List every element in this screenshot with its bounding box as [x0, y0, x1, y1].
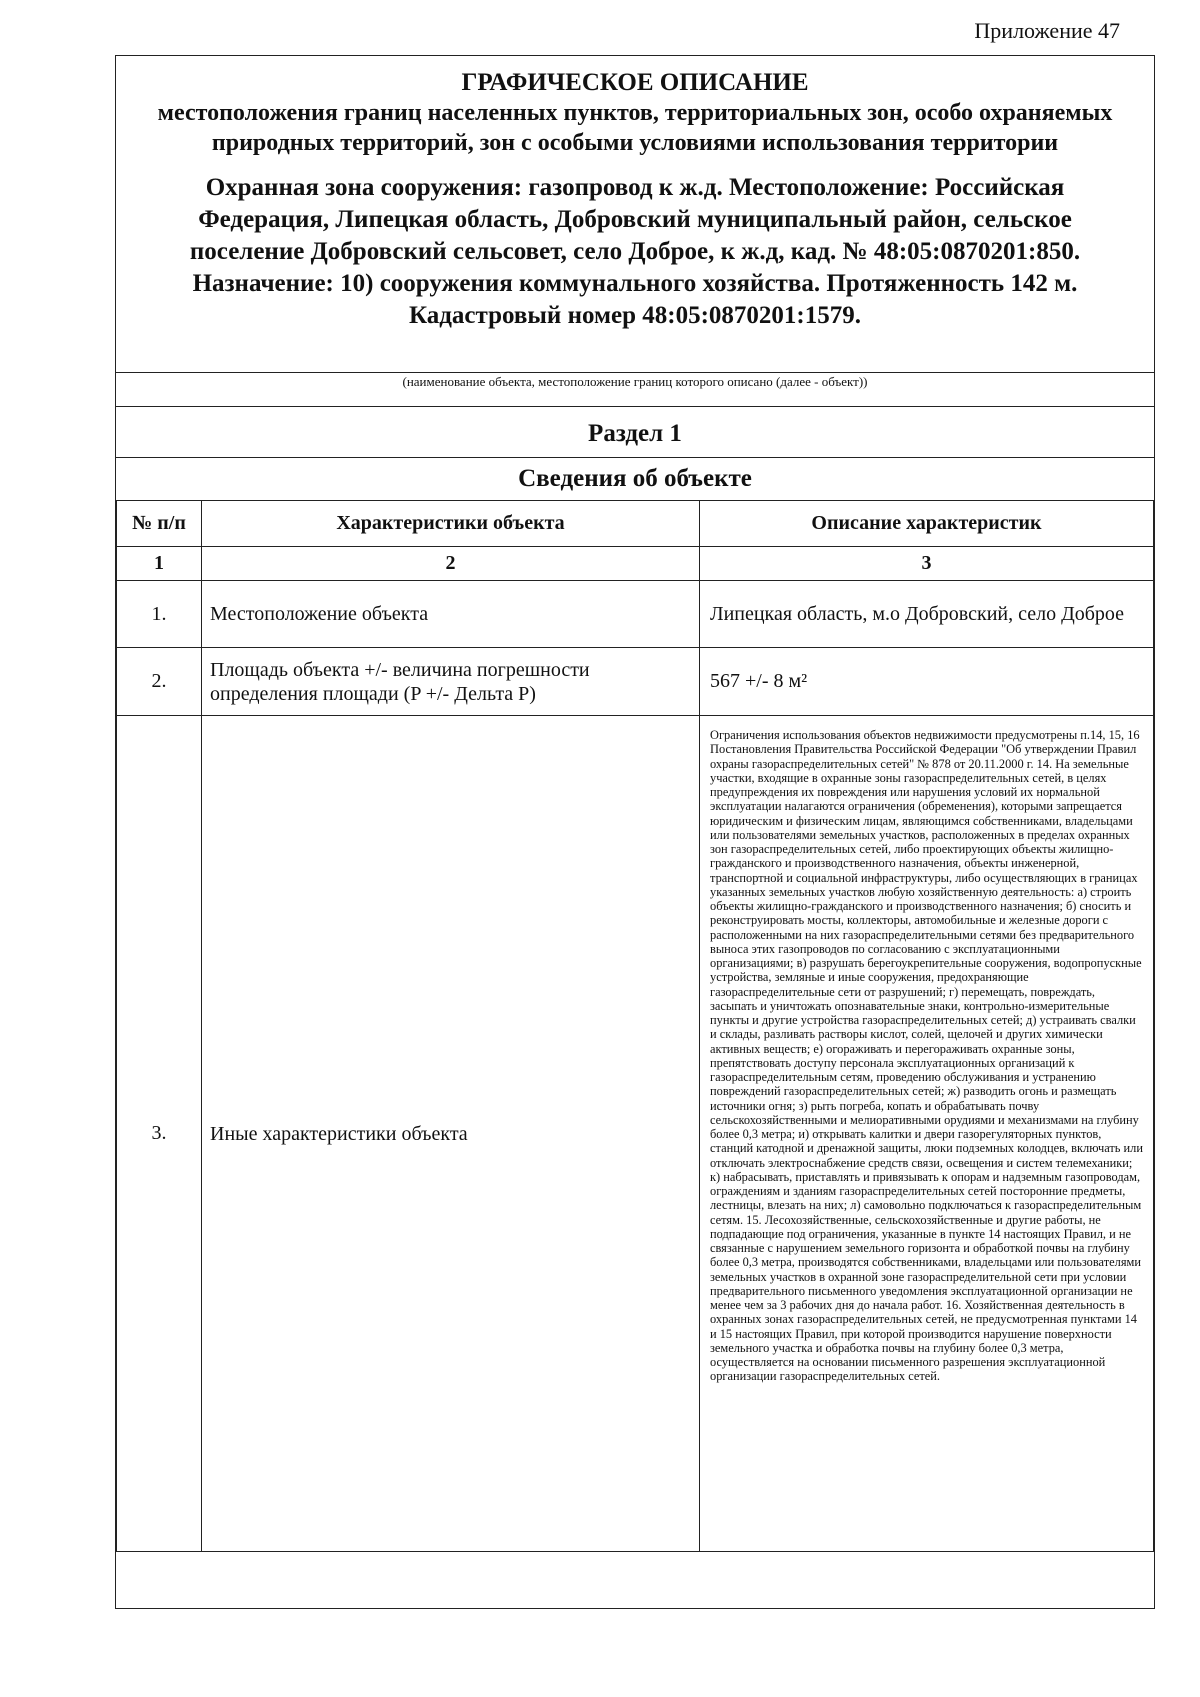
row-description: Ограничения использования объектов недвижимости предусмотрены п.14, 15, 16 Постановления Правительства Российской Федерации "Об утверждении Правил охраны газораспределительных сетей" № 878 от 20.11.2000 г. 14. На земельные участки, входящие в охранные зоны газораспределительных сетей, в целях предупреждения их повреждения или нарушения условий их нормальной эксплуатации налагаются ограничения (обременения), которыми запрещается юридическим и физическим лицам, являющимся собственниками, владельцами или пользователями земельных участков, расположенных в пределах охранных зон газораспределительных сетей, либо проектирующих объекты жилищно-гражданского и производственного назначения, объекты инженерной, транспортной и социальной инфраструктуры, либо осуществляющих в границах указанных земельных участков любую хозяйственную деятельность: а) строить объекты жилищно-гражданского и производственного назначения; б) сносить и реконструировать мосты, коллекторы, автомобильные и железные дороги с расположенными на них газораспределительными сетями без предварительного выноса этих газопроводов по согласованию с эксплуатационными организациями; в) разрушать берегоукрепительные сооружения, водопропускные устройства, земляные и иные сооружения, предохраняющие газораспределительные сети от разрушений; г) перемещать, повреждать, засыпать и уничтожать опознавательные знаки, контрольно-измерительные пункты и другие устройства газораспределительных сетей; д) устраивать свалки и склады, разливать растворы кислот, солей, щелочей и других химически активных веществ; е) огораживать и перегораживать охранные зоны, препятствовать доступу персонала эксплуатационных организаций к газораспределительным сетям, проведению обслуживания и устранению повреждений газораспределительных сетей; ж) разводить огонь и размещать источники огня; з) рыть погреба, копать и обрабатывать почву сельскохозяйственными и мелиоративными орудиями и механизмами на глубину более 0,3 метра; и) открывать калитки и двери газорегуляторных пунктов, станций катодной и дренажной защиты, люки подземных колодцев, включать или отключать электроснабжение средств связи, освещения и систем телемеханики; к) набрасывать, приставлять и привязывать к опорам и надземным газопроводам, ограждениям и зданиям газораспределительных сетей посторонние предметы, лестницы, влезать на них; л) самовольно подключаться к газораспределительным сетям. 15. Лесохозяйственные, сельскохозяйственные и другие работы, не подпадающие под ограничения, указанные в пункте 14 настоящих Правил, и не связанные с нарушением земельного горизонта и обработкой почвы на глубину более 0,3 метра, производятся собственниками, владельцами или пользователями земельных участков в охранной зоне газораспределительной сети при условии предварительного письменного уведомления эксплуатационной организации не менее чем за 3 рабочих дня до начала работ. 16. Хозяйственная деятельность в охранных зонах газораспределительных сетей, не предусмотренная пунктами 14 и 15 настоящих Правил, при которой производится нарушение поверхности земельного участка и обработка почвы на глубину более 0,3 метра, осуществляется на основании письменного разрешения эксплуатационной организации газораспределительных сетей. [700, 716, 1154, 1552]
index-cell: 3 [700, 547, 1154, 581]
object-info-table [116, 500, 1154, 1552]
row-number: 3. [117, 716, 202, 1552]
table-row [117, 581, 1154, 648]
document-title: ГРАФИЧЕСКОЕ ОПИСАНИЕ [461, 69, 809, 96]
row-characteristic: Местоположение объекта [202, 581, 700, 648]
object-caption: (наименование объекта, местоположение границ которого описано (далее - объект)) [402, 374, 868, 389]
section-subtitle: Сведения об объекте [518, 465, 752, 492]
row-description: 567 +/- 8 м² [700, 648, 1154, 716]
table-row [117, 716, 1154, 1552]
object-description: Охранная зона сооружения: газопровод к ж.д. Местоположение: Российская Федерация, Липецкая область, Добровский муниципальный район, сельское поселение Добровский сельсовет, село Доброе, к ж.д, кад. № 48:05:0870201:850. Назначение: 10) сооружения коммунального хозяйства. Протяженность 142 м. Кадастровый номер 48:05:0870201:1579. [189, 174, 1081, 329]
section-title: Раздел 1 [588, 420, 682, 447]
document-header [116, 56, 1154, 371]
divider [116, 372, 1154, 373]
table-header-row [117, 501, 1154, 547]
appendix-number: Приложение 47 [974, 18, 1120, 43]
row-number: 2. [117, 648, 202, 716]
header-description: Описание характеристик [700, 501, 1154, 547]
row-characteristic: Площадь объекта +/- величина погрешности определения площади (P +/- Дельта P) [202, 648, 700, 716]
index-cell: 1 [117, 547, 202, 581]
divider [116, 406, 1154, 407]
row-characteristic: Иные характеристики объекта [202, 716, 700, 1552]
document-subtitle: местоположения границ населенных пунктов, территориальных зон, особо охраняемых природных территорий, зон с особыми условиями использования территории [157, 100, 1113, 156]
table-index-row [117, 547, 1154, 581]
header-number: № п/п [117, 501, 202, 547]
document-frame [115, 55, 1155, 1609]
table-row [117, 648, 1154, 716]
index-cell: 2 [202, 547, 700, 581]
row-number: 1. [117, 581, 202, 648]
header-characteristic: Характеристики объекта [202, 501, 700, 547]
row-description: Липецкая область, м.о Добровский, село Доброе [700, 581, 1154, 648]
